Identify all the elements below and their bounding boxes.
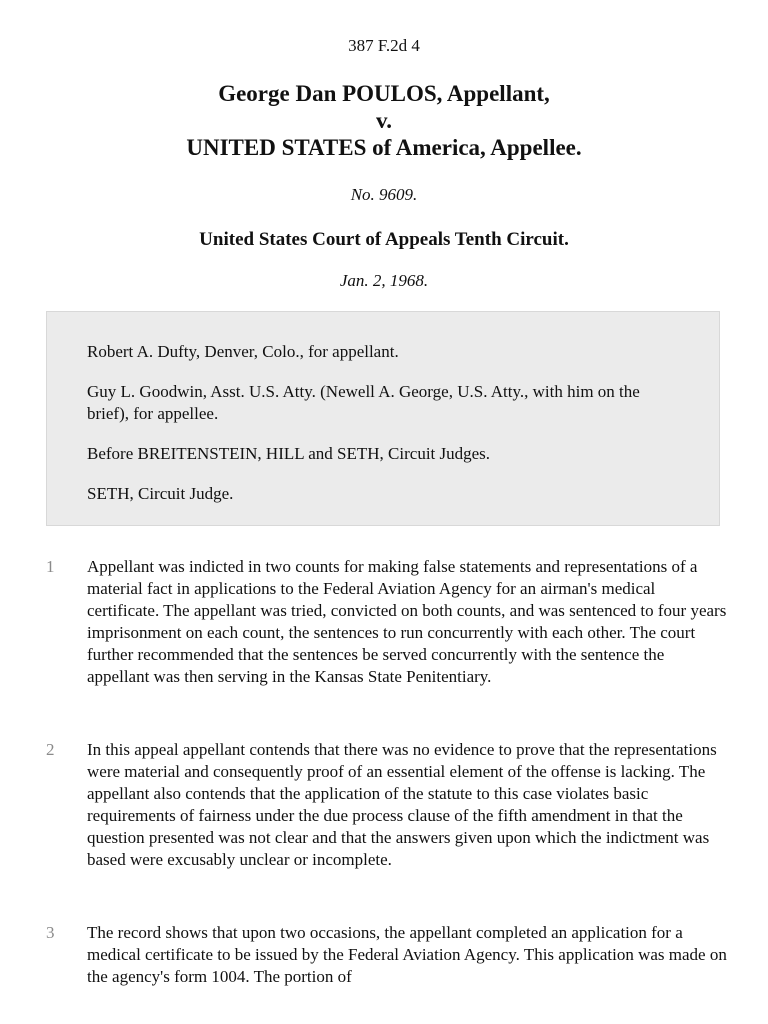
decision-date: Jan. 2, 1968. (339, 271, 429, 290)
court-name: United States Court of Appeals Tenth Circuit. (199, 229, 569, 250)
versus-line: v. (376, 108, 392, 133)
case-caption (0, 80, 768, 161)
panel-judges: Before BREITENSTEIN, HILL and SETH, Circuit Judges. (87, 444, 491, 463)
appellee-line: UNITED STATES of America, Appellee. (186, 135, 582, 160)
paragraph-text: In this appeal appellant contends that there was no evidence to prove that the representations were material and consequently proof of an essential element of the offense is lacking. The appellant also contends that the application of the statute to this case violates basic requirements of fairness under the due process clause of the fifth amendment in that the question presented was not clear and that the answers given upon which the indictment was based were excusably unclear or incomplete. (87, 740, 717, 869)
appellant-line: George Dan POULOS, Appellant, (218, 81, 550, 106)
paragraph-text: The record shows that upon two occasions, the appellant completed an application for a medical certificate to be issued by the Federal Aviation Agency. This application was made on the agency's form 1004. The portion of (87, 923, 727, 986)
paragraph-number: 3 (46, 923, 55, 942)
paragraph-number: 1 (46, 557, 55, 576)
appellee-counsel: Guy L. Goodwin, Asst. U.S. Atty. (Newell A. George, U.S. Atty., with him on the brief), for appellee. (87, 382, 640, 423)
case-citation: 387 F.2d 4 (348, 36, 420, 55)
paragraph-number: 2 (46, 740, 55, 759)
appellant-counsel: Robert A. Dufty, Denver, Colo., for appellant. (87, 342, 399, 361)
opinion-author: SETH, Circuit Judge. (87, 484, 234, 503)
paragraph-text: Appellant was indicted in two counts for making false statements and representations of a material fact in applications to the Federal Aviation Agency for an airman's medical certificate. The appellant was tried, convicted on both counts, and was sentenced to four years imprisonment on each count, the sentences to run concurrently with each other. The court further recommended that the sentences be served concurrently with the sentence the appellant was then serving in the Kansas State Penitentiary. (87, 557, 727, 686)
counsel-box (46, 311, 720, 526)
docket-number: No. 9609. (350, 185, 418, 204)
